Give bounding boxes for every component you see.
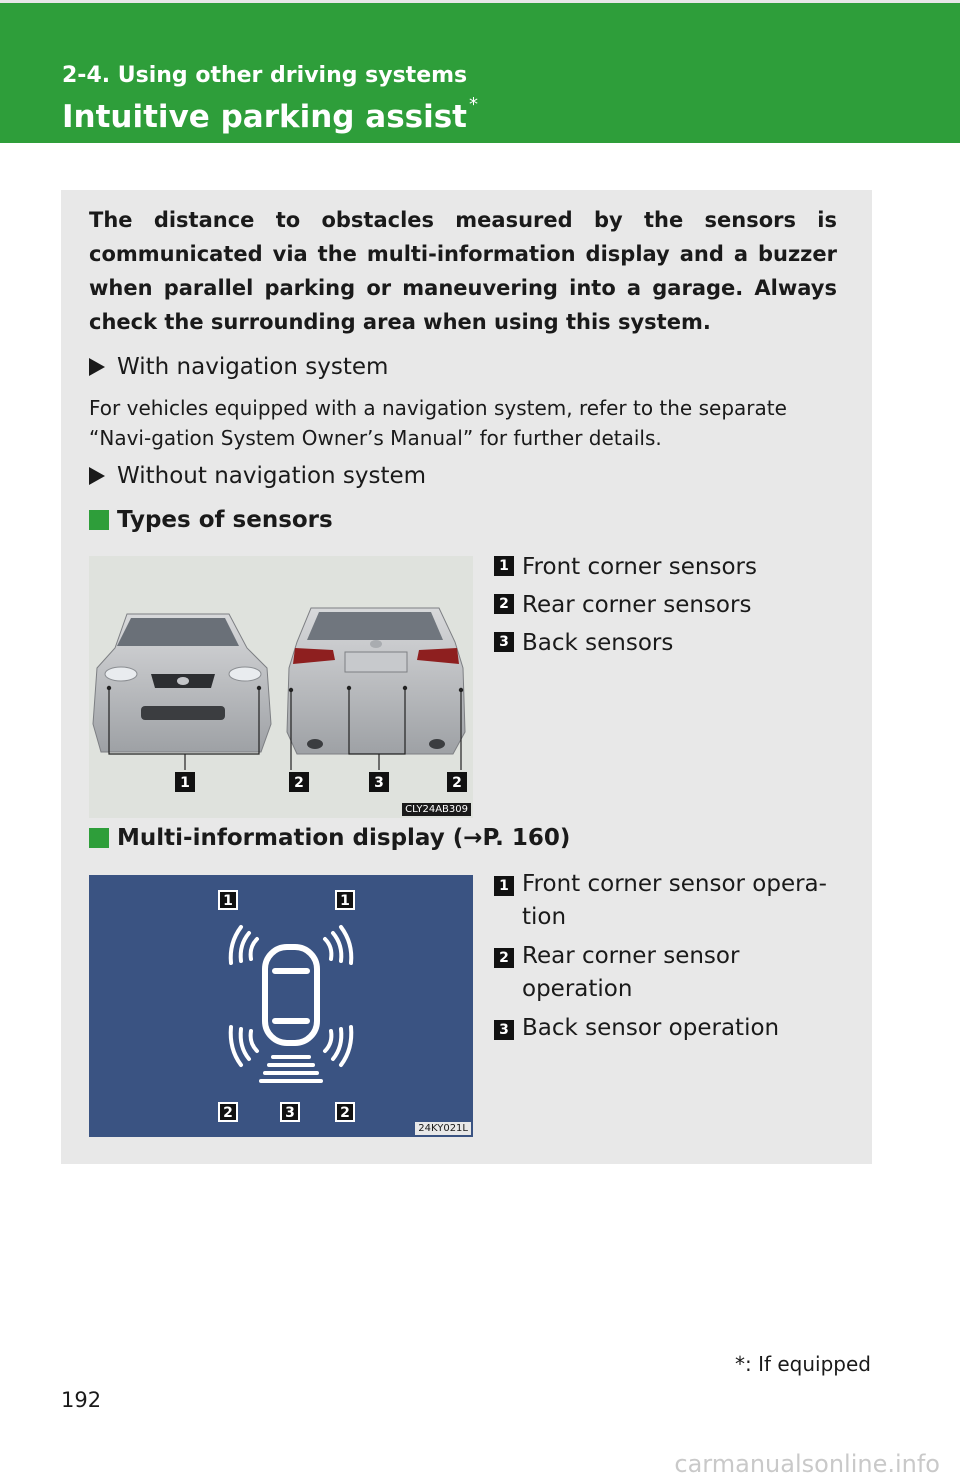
- page-title-text: Intuitive parking assist: [62, 99, 467, 135]
- callout-label: 1: [180, 775, 190, 791]
- legend-text: Rear corner sensors: [522, 592, 752, 618]
- car-illustration: [89, 556, 473, 818]
- display-heading: [89, 825, 570, 851]
- with-nav-label: With navigation system: [117, 354, 389, 380]
- legend-text: Back sensor operation: [522, 1015, 780, 1041]
- callout-label: 3: [374, 775, 384, 791]
- number-badge: 2: [494, 594, 514, 614]
- display-illustration: [89, 875, 473, 1137]
- callout-label: 3: [285, 1105, 295, 1121]
- number-badge: 3: [494, 632, 514, 652]
- with-nav-heading: [89, 354, 388, 380]
- legend-item: [494, 1012, 839, 1045]
- watermark: carmanualsonline.info: [674, 1450, 940, 1478]
- if-equipped-mark: *: [469, 93, 478, 115]
- triangle-bullet-icon: [89, 358, 105, 376]
- page-title: [62, 93, 478, 135]
- legend-item: [494, 624, 839, 662]
- legend-text: Front corner sensor opera-tion: [522, 871, 827, 930]
- number-badge: 1: [494, 876, 514, 896]
- callout-label: 1: [223, 893, 233, 909]
- section-label: 2-4. Using other driving systems: [62, 63, 468, 88]
- image-code: 24KY021L: [415, 1122, 471, 1135]
- callout-label: 2: [223, 1105, 233, 1121]
- number-badge: 1: [494, 556, 514, 576]
- legend-item: [494, 868, 839, 934]
- sensors-heading: [89, 507, 333, 533]
- display-legend: [494, 868, 839, 1045]
- legend-item: [494, 586, 839, 624]
- multi-information-display-image: [89, 875, 473, 1137]
- legend-item: [494, 940, 839, 1006]
- square-bullet-icon: [89, 510, 109, 530]
- display-heading-text: Multi-information display (→P. 160): [117, 825, 571, 851]
- square-bullet-icon: [89, 828, 109, 848]
- sensor-legend: [494, 548, 839, 662]
- callout-label: 2: [294, 775, 304, 791]
- sensors-heading-text: Types of sensors: [117, 507, 333, 533]
- sensor-location-photo: [89, 556, 473, 818]
- legend-text: Back sensors: [522, 630, 674, 656]
- without-nav-label: Without navigation system: [117, 463, 427, 489]
- number-badge: 2: [494, 948, 514, 968]
- image-code: CLY24AB309: [402, 803, 471, 816]
- number-badge: 3: [494, 1020, 514, 1040]
- legend-item: [494, 548, 839, 586]
- intro-paragraph: The distance to obstacles measured by the sensors is communicated via the multi-information display and a buzzer when parallel parking or maneuvering into a garage. Always check the surrounding area when using this system.: [89, 208, 837, 334]
- triangle-bullet-icon: [89, 467, 105, 485]
- page-number: 192: [61, 1388, 102, 1412]
- callout-label: 2: [340, 1105, 350, 1121]
- without-nav-heading: [89, 463, 426, 489]
- nav-note: For vehicles equipped with a navigation system, refer to the separate “Navi-gation System Owner’s Manual” for further details.: [89, 396, 787, 450]
- legend-text: Rear corner sensor operation: [522, 943, 740, 1002]
- page-header: [0, 0, 960, 143]
- callout-label: 2: [452, 775, 462, 791]
- footnote: *: If equipped: [734, 1352, 871, 1376]
- callout-label: 1: [340, 893, 350, 909]
- legend-text: Front corner sensors: [522, 554, 757, 580]
